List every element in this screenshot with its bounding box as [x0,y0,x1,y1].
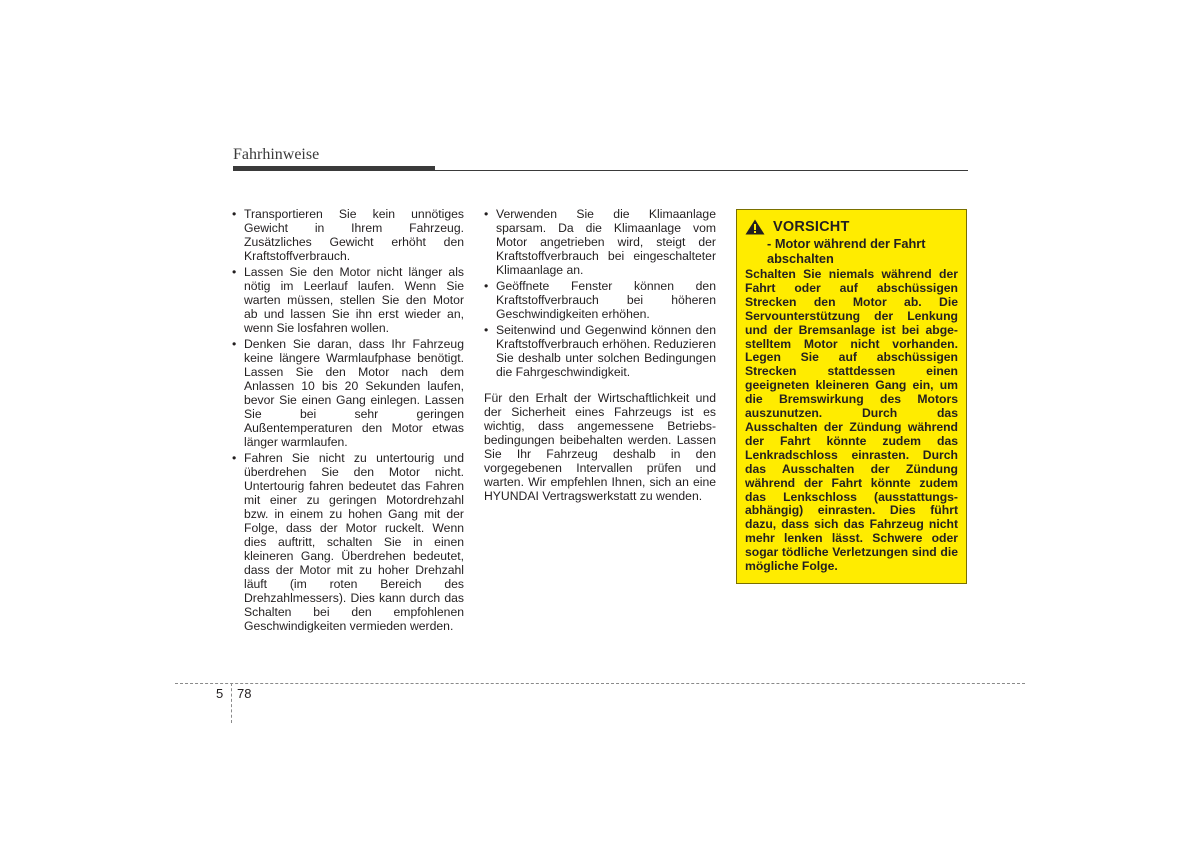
caution-header [745,219,958,235]
list-item: • Verwenden Sie die Klimaanlage sparsam. Da die Klimaanlage vom Motor angetrieben wird, steigt der Kraftstoffverbrauch bei eingeschalteter Klimaanlage an. [484,207,716,277]
list-item: • Denken Sie daran, dass Ihr Fahrzeug keine längere Warmlaufphase benötigt. Lassen Sie den Motor nach dem Anlassen 10 bis 20 Sekunden laufen, bevor Sie einen Gang einlegen. Lassen Sie bei sehr geringen Außentemperaturen den Motor etwas länger warmlaufen. [232,337,464,449]
list-item: • Geöffnete Fenster können den Kraftstoffverbrauch bei höheren Geschwindigkeiten erhöhen. [484,279,716,321]
right-bullet-list [484,207,716,379]
footer-divider [231,683,232,723]
warning-triangle-icon [745,219,765,235]
left-column [232,207,464,635]
list-item: • Lassen Sie den Motor nicht länger als nötig im Leerlauf laufen. Wenn Sie warten müssen, stellen Sie den Motor ab und lassen Sie ihn erst wieder an, wenn Sie losfahren wollen. [232,265,464,335]
caution-box [736,209,967,584]
list-item: • Seitenwind und Gegenwind können den Kraftstoffverbrauch erhöhen. Reduzieren Sie deshalb unter solchen Bedingungen die Fahrgeschwindigkeit. [484,323,716,379]
caution-subtitle: - Motor während der Fahrt abschalten [767,236,926,266]
list-item: • Fahren Sie nicht zu untertourig und überdrehen Sie den Motor nicht. Untertourig fahren bedeutet das Fahren mit einer zu geringen Motordrehzahl bzw. in einem zu hohen Gang mit der Folge, dass der Motor ruckelt. Wenn dies auftritt, schalten Sie in einen kleineren Gang. Überdrehen bedeutet, dass der Motor mit zu hoher Drehzahl läuft (im roten Bereich des Drehzahlmessers). Dies kann durch das Schalten bei den empfohlenen Geschwindigkeiten vermieden werden. [232,451,464,633]
list-item: • Transportieren Sie kein unnötiges Gewicht in Ihrem Fahrzeug. Zusätzliches Gewicht erhöht den Kraftstoffverbrauch. [232,207,464,263]
right-column [484,207,716,503]
page-title: Fahrhinweise [233,146,320,163]
page-number: 78 [237,686,252,701]
caution-body: Schalten Sie niemals während der Fahrt oder auf abschüssigen Strecken den Motor ab. Die Servounterstützung der Lenkung und der Bremsanlage ist bei abge-stelltem Motor nicht vorhanden. Legen Sie auf abschüssigen Strecken stattdessen einen geeigneten kleineren Gang ein, um die Bremswirkung des Motors auszunutzen. Durch das Ausschalten der Zündung während der Fahrt könnte zudem das Lenkradschloss einrasten. Durch das Ausschalten der Zündung während der Fahrt könnte zudem das Lenkschloss (ausstattungs-abhängig) einrasten. Dies führt dazu, dass sich das Fahrzeug nicht mehr lenken lässt. Schwere oder sogar tödliche Verletzungen sind die mögliche Folge. [745,267,958,574]
chapter-number: 5 [216,686,224,701]
caution-title: VORSICHT [773,219,850,235]
left-bullet-list [232,207,464,633]
maintenance-paragraph: Für den Erhalt der Wirtschaftlichkeit und der Sicherheit eines Fahrzeugs ist es wichtig, dass angemessene Betriebs-bedingungen beibehalten werden. Lassen Sie Ihr Fahrzeug deshalb in den vorgegebenen Intervallen prüfen und warten. Wir empfehlen Ihnen, sich an eine HYUNDAI Vertragswerkstatt zu wenden. [484,391,716,503]
header-rule-accent [233,166,435,171]
footer-rule [175,683,1025,684]
